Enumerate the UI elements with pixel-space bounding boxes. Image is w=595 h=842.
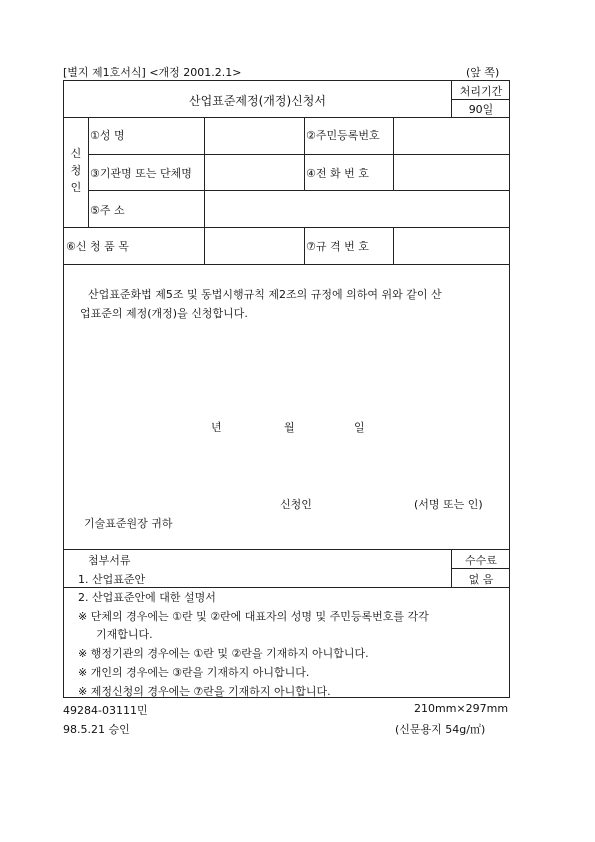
name-field-label: ①성 명 xyxy=(90,129,125,142)
form-title: 산업표준제정(개정)신청서 xyxy=(189,94,326,108)
attachment-item: 2. 산업표준안에 대한 설명서 xyxy=(78,591,216,604)
attachment-note: ※ 단체의 경우에는 ①란 및 ②란에 대표자의 성명 및 주민등록번호를 각각 xyxy=(78,610,429,623)
attachments-title: 첨부서류 xyxy=(88,554,131,567)
organization-name-label: ③기관명 또는 단체명 xyxy=(90,167,192,180)
application-form xyxy=(63,80,510,698)
application-statement-line2: 업표준의 제정(개정)을 신청합니다. xyxy=(80,307,248,320)
attachment-note: ※ 제정신청의 경우에는 ⑦란을 기재하지 아니합니다. xyxy=(78,685,331,698)
paper-weight: (신문용지 54g/㎡) xyxy=(395,723,486,736)
phone-number-label: ④전 화 번 호 xyxy=(306,167,369,180)
processing-period-label: 처리기간 xyxy=(459,85,503,98)
resident-number-label: ②주민등록번호 xyxy=(306,129,380,142)
address-label: ⑤주 소 xyxy=(90,204,125,217)
fee-label: 수수료 xyxy=(465,554,497,567)
date-year: 년 xyxy=(211,421,222,434)
attachment-note: ※ 행정기관의 경우에는 ①란 및 ②란을 기재하지 아니합니다. xyxy=(78,647,369,660)
page-side-label: (앞 쪽) xyxy=(466,66,500,79)
applicant-section-label: 신 청 인 xyxy=(70,147,82,194)
attachment-note: ※ 개인의 경우에는 ③란을 기재하지 아니합니다. xyxy=(78,666,310,679)
application-statement-line1: 산업표준화법 제5조 및 동법시행규칙 제2조의 규정에 의하여 위와 같이 산 xyxy=(88,288,442,301)
attachment-note: 기재합니다. xyxy=(96,628,153,641)
applied-item-label: ⑥신 청 품 목 xyxy=(66,240,129,253)
applicant-signature-label: 신청인 xyxy=(280,498,312,511)
form-code: 49284-03111민 xyxy=(63,704,148,717)
date-day: 일 xyxy=(354,421,365,434)
signature-hint: (서명 또는 인) xyxy=(414,498,483,511)
approval-date: 98.5.21 승인 xyxy=(63,723,130,736)
processing-period-value: 90일 xyxy=(468,103,494,116)
paper-size: 210mm×297mm xyxy=(414,702,509,715)
recipient: 기술표준원장 귀하 xyxy=(84,517,173,530)
fee-value: 없 음 xyxy=(468,573,494,586)
form-number: [별지 제1호서식] <개정 2001.2.1> xyxy=(63,66,242,79)
attachment-item: 1. 산업표준안 xyxy=(78,573,146,586)
spec-number-label: ⑦규 격 번 호 xyxy=(306,240,369,253)
date-month: 월 xyxy=(284,421,295,434)
